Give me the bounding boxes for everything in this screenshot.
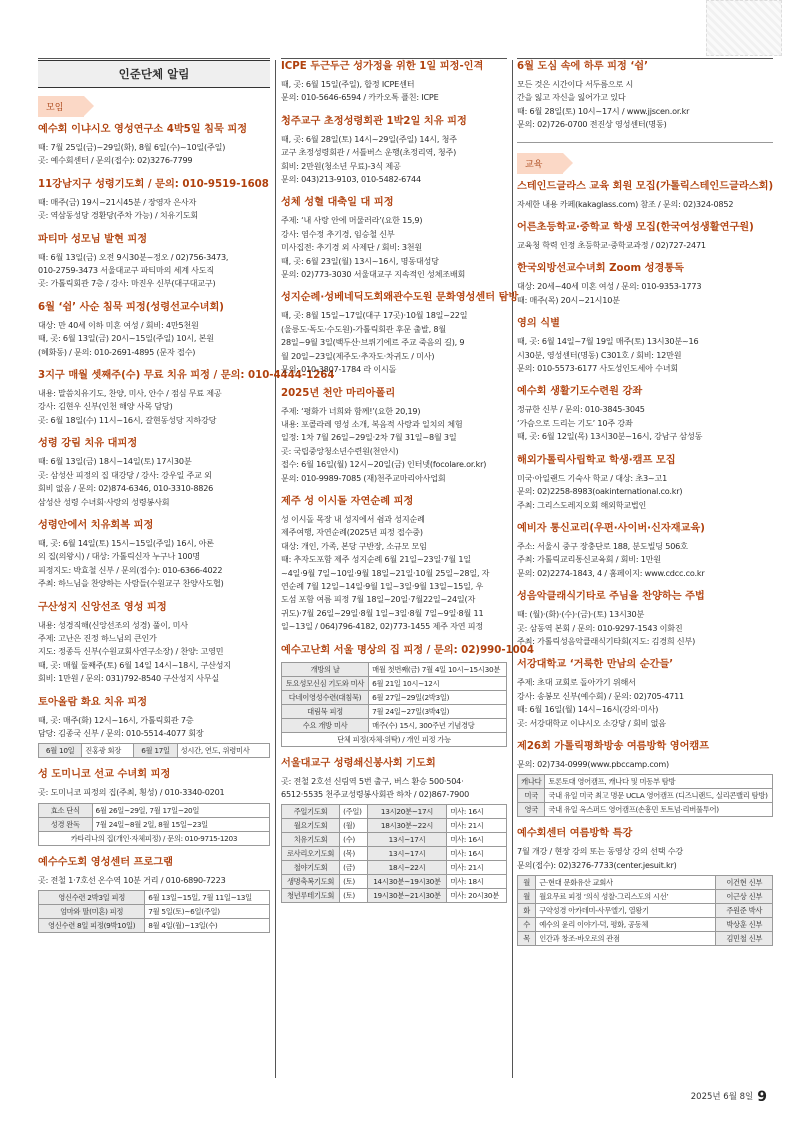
notice-line: 문의: 010-5646-6594 / 카카오톡 플친: ICPE <box>281 92 439 103</box>
notice-entry <box>281 757 507 904</box>
notice-line: 때, 곳: 6월 28일(토) 14시~29일(주일) 14시, 청주 <box>281 133 457 144</box>
notice-line: 내용: 성경직해(신앙선조의 성경) 풀이, 미사 <box>38 619 188 630</box>
notice-title: 청주교구 초정성령회관 1박2일 치유 피정 <box>281 115 467 127</box>
notice-line: 곳: 서강대학교 이냐시오 소강당 / 회비 없음 <box>517 717 666 728</box>
notice-title: 영의 식별 <box>517 318 560 330</box>
notice-entry <box>281 115 507 187</box>
notice-line: 때, 곳: 6월 13일(금) 20시~15일(주일) 10시, 본원 <box>38 333 214 344</box>
notice-title: 성령안에서 치유회복 피정 <box>38 519 154 531</box>
column-divider <box>275 60 276 1078</box>
table-cell: 근·현대 문화유산 교회사 <box>536 876 716 890</box>
notice-entry <box>517 60 773 132</box>
notice-entry <box>517 827 773 946</box>
table-cell: 영국 <box>518 803 545 817</box>
notice-entry <box>38 768 270 845</box>
category-meeting: 모임 <box>38 96 84 117</box>
table-cell: (토) <box>340 889 367 903</box>
notice-line: 자세한 내용 카페(kakaglass.com) 참조 / 문의: 02)324-0852 <box>517 198 734 209</box>
table-cell: (수) <box>340 833 367 847</box>
notice-line: 때: 추자도포함 제주 성지순례 6월 21일~23일·7월 1일 <box>281 554 471 565</box>
notice-title: ICPE 두근두근 성가정을 위한 1일 피정-인격 <box>281 61 484 72</box>
table-cell: 다네이영성수련(대침묵) <box>282 690 369 704</box>
table-cell: 18시~22시 <box>367 861 447 875</box>
table-cell: 치유기도회 <box>282 833 340 847</box>
notice-line: 곳: 삼동역 본회 / 문의: 010-9297-1543 이화진 <box>517 622 683 633</box>
schedule-table <box>38 803 270 846</box>
notice-line: 제주여행, 자연순례(2025년 피정 접수중) <box>281 527 423 538</box>
table-cell: 매주(수) 15시, 300주년 기념경당 <box>369 718 507 732</box>
notice-line: 6512·5535 천주교성령봉사회관 하차 / 02)867-7900 <box>281 789 470 799</box>
notice-line: 교육청 학력 인정 초등학교·중학교과정 / 02)727-2471 <box>517 240 706 251</box>
notice-entry <box>517 454 773 512</box>
notice-line: 곳: 국립중앙청소년수련원(천안시) <box>281 445 399 456</box>
notice-entry <box>517 317 773 375</box>
table-cell: 화 <box>518 904 536 918</box>
notice-line: 시30분, 영성센터(명동) C301호 / 회비: 12만원 <box>517 349 682 360</box>
notice-line: 때, 곳: 6월 14일(토) 15시~15일(주일) 16시, 아론 <box>38 537 214 548</box>
notice-line: 미사집전: 추기경 외 사제단 / 회비: 3천원 <box>281 242 423 253</box>
notice-line: 주제: ‘내 사랑 안에 머물러라’(요한 15,9) <box>281 215 423 226</box>
notice-line: 일정: 1차 7월 26일~29일·2차 7월 31일~8월 3일 <box>281 432 457 443</box>
notice-title: 파티마 성모님 발현 피정 <box>38 233 148 245</box>
table-row <box>282 662 507 676</box>
table-cell: 국내 유일 옥스퍼드 영어캠프(손흥민 토트넘·리버풀투어) <box>545 803 773 817</box>
notice-entry <box>517 590 773 648</box>
notice-line: 때: (월)·(화)·(수)·(금)·(토) 13시30분 <box>517 609 645 620</box>
top-rule <box>517 58 773 59</box>
table-row <box>282 875 507 889</box>
notice-title: 성 도미니코 선교 수녀회 피정 <box>38 769 171 781</box>
notice-line: 내용: 포콜라레 영성 소개, 복음적 사랑과 일치의 체험 <box>281 418 463 429</box>
notice-title: 제주 성 이시돌 자연순례 피정 <box>281 495 414 507</box>
table-cell: 국내 유일 미국 최고 명문 UCLA 영어캠프 (디즈니랜드, 실리콘밸리 탐방) <box>545 789 773 803</box>
notice-line: 때: 6월 13일(금) 오전 9시30분~정오 / 02)756-3473, <box>38 251 229 262</box>
table-row <box>282 861 507 875</box>
notice-line: 곳: 예수회센터 / 문의(접수): 02)3276-7799 <box>38 155 193 166</box>
notice-line: 문의: 02)2274-1843, 4 / 홈페이지: www.cdcc.co.kr <box>517 567 705 578</box>
notice-entry <box>281 644 534 747</box>
notice-line: 때: 6월 28일(토) 10시~17시 / www.jjscen.or.kr <box>517 105 690 116</box>
table-cell: 단체 피정(자체·위탁) / 개인 피정 가능 <box>282 732 507 746</box>
table-cell: 대림묵 피정 <box>282 704 369 718</box>
notice-title: 예수회센터 여름방학 특강 <box>517 828 633 840</box>
notice-line: 때, 곳: 6월 23일(월) 13시~16시, 명동대성당 <box>281 255 439 266</box>
table-cell: (월) <box>340 819 367 833</box>
table-cell: 미사: 16시 <box>447 805 507 819</box>
notice-line: (울릉도·독도·수도원)-가톨릭회관 후문 출발, 8월 <box>281 323 446 334</box>
table-cell: 개방의 날 <box>282 662 369 676</box>
table-cell: 미사: 20시30분 <box>447 889 507 903</box>
table-cell: 진홍광 회장 <box>82 744 134 758</box>
notice-title: 예수회 이냐시오 영성연구소 4박5일 침묵 피정 <box>38 124 248 135</box>
notice-line: 내용: 말씀치유기도, 찬양, 미사, 안수 / 점심 무료 제공 <box>38 388 222 399</box>
notice-line: 교구 초정성령회관 / 서틀버스 운행(초정리역, 청주) <box>281 147 457 158</box>
notice-line: 문의: 010-3807-1784 라 이시돌 <box>281 364 397 375</box>
notice-title: 제26회 가톨릭평화방송 여름방학 영어캠프 <box>517 740 710 752</box>
issue-date: 2025년 6월 8일 <box>690 1092 754 1102</box>
table-cell: 매월 첫번째(금) 7월 4일 10시~15시30분 <box>369 662 507 676</box>
notice-title: 한국외방선교수녀회 Zoom 성경통독 <box>517 263 685 275</box>
table-row <box>39 817 270 831</box>
notice-line: 곳: 가톨릭회관 7층 / 강사: 마진우 신부(대구대교구) <box>38 278 216 289</box>
table-cell: 성경 완독 <box>39 817 93 831</box>
notice-entry <box>38 369 335 427</box>
notice-line: 문의: 010-5573-6177 사도성인도세아 수녀회 <box>517 363 678 374</box>
table-cell: (목) <box>340 847 367 861</box>
table-row <box>39 891 270 905</box>
notice-line: ‘가슴으로 드리는 기도’ 10주 강좌 <box>517 417 633 428</box>
table-cell: (금) <box>340 861 367 875</box>
table-row <box>282 889 507 903</box>
notice-line: 문의: 010-9989-7085 (재)천주교마리아사업회 <box>281 472 446 483</box>
notice-title: 예수회 생활기도수련원 강좌 <box>517 386 643 398</box>
notice-entry <box>281 196 507 281</box>
notice-line: 주제: 고난은 진정 하느님의 큰인가 <box>38 632 157 643</box>
table-cell: 6월 13일~15일, 7월 11일~13일 <box>145 891 270 905</box>
notice-title: 성체 성혈 대축일 대 피정 <box>281 197 394 209</box>
table-row <box>518 890 773 904</box>
notice-line: 때: 6월 16일(월) 14시~16시(강의·미사) <box>517 704 659 715</box>
notice-line: 회비: 1만원 / 문의: 031)792-8540 구산성지 사무실 <box>38 673 219 684</box>
qr-code-area <box>706 0 782 56</box>
table-cell: 미사: 16시 <box>447 847 507 861</box>
notice-line: 곳: 삼성산 피정의 집 대강당 / 강사: 강우일 주교 외 <box>38 469 212 480</box>
table-cell: 18시30분~22시 <box>367 819 447 833</box>
table-row <box>518 876 773 890</box>
notice-title: 예수고난회 서울 명상의 집 피정 / 문의: 02)990-1004 <box>281 644 534 656</box>
table-cell: 미사: 18시 <box>447 875 507 889</box>
table-cell: 6월 10일 <box>39 744 82 758</box>
notice-line: 강사: 송봉모 신부(예수회) / 문의: 02)705-4711 <box>517 690 685 701</box>
notice-entry <box>38 233 270 291</box>
notice-line: 회비 없음 / 문의: 02)874-6346, 010-3310-8826 <box>38 483 214 494</box>
notice-line: 때: 7월 25일(금)~29일(화), 8월 6일(수)~10일(주일) <box>38 142 226 152</box>
notice-line: 주최: 하느님을 찬양하는 사람들(수원교구 찬양사도협) <box>38 578 224 589</box>
divider <box>517 142 773 143</box>
notice-entry <box>38 437 270 509</box>
table-row <box>282 676 507 690</box>
notice-line: 주최: 그리스도레지오회 해외학교법인 <box>517 499 647 510</box>
notice-line: 대상: 개인, 가족, 본당 구반장, 소규모 모임 <box>281 540 427 551</box>
notice-line: 강사: 김현우 신부(인천 해양 사목 담당) <box>38 401 173 412</box>
notice-title: 성령 강림 치유 대피정 <box>38 438 138 450</box>
notice-line: 귀도)·7월 26일~29일·8월 1일~3일·8월 7일~9일·8월 11 <box>281 607 484 618</box>
table-cell: 월 <box>518 890 536 904</box>
table-cell: 미사: 16시 <box>447 833 507 847</box>
table-row <box>39 905 270 919</box>
table-cell: 이건현 신부 <box>716 876 773 890</box>
notice-title: 6월 도심 속에 하루 피정 ‘쉼’ <box>517 61 648 72</box>
table-row <box>518 904 773 918</box>
table-cell: 카타리나의 집(개인·자체피정) / 문의: 010-9715-1203 <box>39 831 270 845</box>
notice-line: 010-2759-3473 서울대교구 파티마의 세계 사도직 <box>38 265 215 276</box>
table-cell: 6월 26일~29일, 7월 17일~20일 <box>92 803 269 817</box>
notice-line: 때, 곳: 8월 15일~17일(대구 17곳)·10월 18일~22일 <box>281 310 468 321</box>
top-rule <box>281 58 507 59</box>
page-footer <box>691 1089 767 1105</box>
notice-entry <box>517 262 773 307</box>
table-cell: 이근상 신부 <box>716 890 773 904</box>
notice-entry <box>517 658 773 730</box>
notice-entry <box>38 519 270 591</box>
notice-line: 곳: 도미니코 피정의 집(주최, 횡성) / 010-3340-0201 <box>38 787 225 798</box>
notice-title: 성음악클래식기타로 주님을 찬양하는 주법 <box>517 591 705 603</box>
column-3 <box>517 60 773 1078</box>
notice-line: 문의: 02)2258-8983(oakinternational.co.kr) <box>517 486 683 497</box>
table-cell: 6월 27일~29일(2박3일) <box>369 690 507 704</box>
notice-title: 서울대교구 성령쇄신봉사회 기도회 <box>281 757 436 769</box>
notice-line: 도섬 포함 여름 피정 7월 18일~20일·7월22일~24일(자 <box>281 594 476 605</box>
table-cell: 월요기도회 <box>282 819 340 833</box>
table-cell: 캐나다 <box>518 775 545 789</box>
page-number: 9 <box>757 1089 767 1105</box>
notice-entry <box>38 696 270 759</box>
notice-line: 때, 곳: 6월 12일(목) 13시30분~16시, 강남구 삼성동 <box>517 431 703 442</box>
table-row <box>39 919 270 933</box>
schedule-table <box>281 662 507 747</box>
notice-line: 주제: 초대 교회로 돌아가기 위해서 <box>517 677 636 688</box>
notice-title: 스테인드글라스 교육 회원 모집(가톨릭스테인드글라스회) <box>517 180 774 192</box>
notice-entry <box>38 301 270 359</box>
notice-line: 곳: 6월 18일(수) 11시~16시, 갈현동성당 지하강당 <box>38 414 217 425</box>
notice-line: 지도: 정종득 신부(수원교회사연구소장) / 찬양: 고영민 <box>38 646 224 657</box>
table-row <box>282 847 507 861</box>
notice-entry <box>517 522 773 580</box>
section-header: 인준단체 알림 <box>38 60 270 88</box>
table-row <box>518 775 773 789</box>
notice-line: 담당: 김종국 신부 / 문의: 010-5514-4077 회장 <box>38 727 204 738</box>
table-row <box>518 803 773 817</box>
table-cell: 토요성모신심 기도와 미사 <box>282 676 369 690</box>
notice-entry <box>38 123 270 168</box>
notice-line: 모든 것은 시간이다 서두름으로 시 <box>517 79 634 89</box>
notice-line: 때, 곳: 6월 15일(주일), 합정 ICPE센터 <box>281 79 415 89</box>
table-cell: 월 <box>518 876 536 890</box>
notice-line: 일~13일 / 064)796-4182, 02)773-1455 제주 자연 피정 <box>281 621 483 632</box>
top-rule <box>38 58 270 59</box>
table-row <box>518 789 773 803</box>
notice-title: 구산성지 신앙선조 영성 피정 <box>38 601 167 613</box>
notice-title: 토아올람 화요 치유 피정 <box>38 696 148 708</box>
schedule-table <box>517 875 773 946</box>
table-cell: 영신수련 8일 피정(9박10일) <box>39 919 145 933</box>
table-cell: 13시~17시 <box>367 833 447 847</box>
table-cell: 19시30분~21시30분 <box>367 889 447 903</box>
notice-line: 7월 개강 / 현장 강의 또는 동영상 강의 선택 수강 <box>517 846 683 857</box>
notice-entry <box>281 387 507 485</box>
notice-line: 때, 곳: 6월 14일~7월 19일 매주(토) 13시30분~16 <box>517 336 699 347</box>
table-cell: 김민철 신부 <box>716 932 773 946</box>
schedule-table <box>517 774 773 817</box>
table-cell: 7월 24일~8월 2일, 8월 15일~23일 <box>92 817 269 831</box>
table-row <box>282 833 507 847</box>
table-cell: 주일기도회 <box>282 805 340 819</box>
notice-entry <box>517 221 773 252</box>
table-row <box>518 932 773 946</box>
notice-line: 주최: 가톨릭교리통신교육회 / 회비: 1만원 <box>517 554 661 565</box>
notice-entry <box>38 601 270 686</box>
notice-line: 때: 매주(목) 20시~21시10분 <box>517 294 620 305</box>
table-row <box>39 803 270 817</box>
notice-title: 해외가톨릭사립학교 학생·캠프 모집 <box>517 454 676 466</box>
notice-line: ~4일·9월 7일~10일·9월 18일~21일·10월 25일~28일, 자 <box>281 567 490 578</box>
table-cell: 13시20분~17시 <box>367 805 447 819</box>
notice-entry <box>517 385 773 443</box>
notice-line: 정규한 신부 / 문의: 010-3845-3045 <box>517 404 645 415</box>
table-cell: 로사리오기도회 <box>282 847 340 861</box>
notice-title: 2025년 천안 마리아폴리 <box>281 387 396 399</box>
table-cell: 생명축복기도회 <box>282 875 340 889</box>
notice-title: 성지순례·성베네딕도회왜관수도원 문화영성센터 탐방 <box>281 292 519 304</box>
notice-entry <box>281 291 519 376</box>
table-cell: 8월 4일(월)~13일(수) <box>145 919 270 933</box>
notice-title: 6월 ‘쉼’ 사순 침묵 피정(성령선교수녀회) <box>38 301 224 313</box>
notice-line: 미국·아일랜드 기숙사 학교 / 대상: 초3~고1 <box>517 472 668 483</box>
table-cell: 인간과 창조-바오로의 관점 <box>536 932 716 946</box>
notice-entry <box>38 178 270 223</box>
notice-line: 때: 매주(금) 19시~21시45분 / 장영자 은사자 <box>38 196 197 207</box>
table-row <box>518 918 773 932</box>
notice-line: 때: 6월 13일(금) 18시~14일(토) 17시30분 <box>38 456 192 467</box>
table-cell: 청년루테기도회 <box>282 889 340 903</box>
table-row <box>282 732 507 746</box>
table-cell: 6월 21일 10시~12시 <box>369 676 507 690</box>
table-cell: 7월 24일~27일(3박4일) <box>369 704 507 718</box>
table-cell: 13시~17시 <box>367 847 447 861</box>
notice-line: 성 이시돌 목장 내 성지에서 쉼과 성지순례 <box>281 513 425 524</box>
notice-entry <box>517 740 773 817</box>
notice-title: 예비자 통신교리(우편·사이버·신자재교육) <box>517 522 705 534</box>
schedule-table <box>38 743 270 758</box>
notice-title: 3지구 매월 셋째주(수) 무료 치유 피정 / 문의: 010-4444-1264 <box>38 370 335 382</box>
notice-title: 11강남지구 성령기도회 / 문의: 010-9519-1608 <box>38 178 269 190</box>
table-row <box>282 819 507 833</box>
notice-line: (혜화동) / 문의: 010-2691-4895 (문자 접수) <box>38 346 196 357</box>
table-cell: 6월 17일 <box>134 744 177 758</box>
schedule-table <box>281 804 507 903</box>
table-cell: (토) <box>340 875 367 889</box>
notice-line: 곳: 전철 1·7호선 온수역 10분 거리 / 010-6890-7223 <box>38 874 226 885</box>
notice-entry <box>281 495 507 634</box>
notice-line: 대상: 만 40세 이하 미혼 여성 / 회비: 4만5천원 <box>38 319 199 330</box>
notice-line: 접수: 6월 16일(월) 12시~20일(금) 인터넷(focolare.or.kr) <box>281 459 487 470</box>
table-row <box>39 744 270 758</box>
table-cell: 철야기도회 <box>282 861 340 875</box>
notice-entry <box>517 180 773 211</box>
table-row <box>282 805 507 819</box>
notice-line: 주최: 가톨릭성음악클래식기타회(지도: 김경희 신부) <box>517 635 696 646</box>
table-cell: 영신수련 2박3일 피정 <box>39 891 145 905</box>
table-cell: 구약성경 아카데미-사무엘기, 열왕기 <box>536 904 716 918</box>
table-row <box>282 718 507 732</box>
table-row <box>282 690 507 704</box>
notice-line: 월 20일~23일(제주도·추자도·차귀도 / 미사) <box>281 350 435 361</box>
table-cell: 토론토대 영어캠프, 캐나다 및 미동부 탐방 <box>545 775 773 789</box>
notice-line: 주제: ‘평화가 너희와 함께!’(요한 20,19) <box>281 405 421 416</box>
table-cell: 월요무료 피정 ‘의식 성찰-그리스도의 시선’ <box>536 890 716 904</box>
notice-line: 강사: 염수정 추기경, 임승철 신부 <box>281 228 395 239</box>
notice-line: 문의: 02)726-0700 전진상 영성센터(명동) <box>517 119 667 130</box>
notice-line: 대상: 20세~40세 미혼 여성 / 문의: 010-9353-1773 <box>517 281 702 292</box>
table-cell: 미사: 21시 <box>447 819 507 833</box>
notice-title: 어른초등학교·중학교 학생 모집(한국여성생활연구원) <box>517 222 754 234</box>
notice-line: 28일~9월 3일(백두산·브뤼기에르 주교 죽음의 길), 9 <box>281 337 465 348</box>
notice-line: 삼성산 성령 수녀회·사랑의 성령봉사회 <box>38 496 170 507</box>
notice-line: 연순례 7월 12일~14일·9월 1일~3일·9월 13일~15일, 우 <box>281 580 484 591</box>
table-cell: 미사: 21시 <box>447 861 507 875</box>
notice-line: 간을 잃고 자신을 잃어가고 있다 <box>517 92 626 103</box>
notice-line: 주소: 서울시 중구 장충단로 188, 분도빌딩 506호 <box>517 540 688 551</box>
table-cell: 수요 개방 미사 <box>282 718 369 732</box>
notice-line: 의 집(의왕시) / 대상: 가톨릭신자 누구나 100명 <box>38 551 200 562</box>
notice-line: 때, 곳: 매월 둘째주(토) 6월 14일 14시~18시, 구산성지 <box>38 659 231 670</box>
notice-line: 피정지도: 박효철 신부 / 문의(접수): 010-6366-4022 <box>38 564 223 575</box>
notice-entry <box>281 60 507 105</box>
table-cell: (주일) <box>340 805 367 819</box>
table-cell: 14시30분~19시30분 <box>367 875 447 889</box>
notice-entry <box>38 856 270 933</box>
schedule-table <box>38 890 270 933</box>
notice-line: 문의: 02)734-0999(www.pbccamp.com) <box>517 758 669 769</box>
table-cell: 박상훈 신부 <box>716 918 773 932</box>
table-cell: 주원준 박사 <box>716 904 773 918</box>
notice-line: 문의: 02)773-3030 서울대교구 지속적인 성체조배회 <box>281 269 466 280</box>
table-cell: 성시간, 연도, 위령미사 <box>177 744 269 758</box>
notice-line: 곳: 전철 2호선 신림역 5번 출구, 버스 환승 500·504· <box>281 775 464 786</box>
notice-line: 때, 곳: 매주(화) 12시~16시, 가톨릭회관 7층 <box>38 714 194 725</box>
table-cell: 수 <box>518 918 536 932</box>
column-divider <box>512 60 513 1078</box>
notice-line: 문의: 043)213-9103, 010-5482-6744 <box>281 174 421 185</box>
table-row <box>39 831 270 845</box>
table-cell: 효소 단식 <box>39 803 93 817</box>
category-education: 교육 <box>517 153 563 174</box>
table-cell: 7월 5일(토)~6일(주일) <box>145 905 270 919</box>
table-row <box>282 704 507 718</box>
table-cell: 엄마와 딸(미혼) 피정 <box>39 905 145 919</box>
table-cell: 미국 <box>518 789 545 803</box>
notice-title: 예수수도회 영성센터 프로그램 <box>38 856 174 868</box>
notice-title: 서강대학교 ‘거룩한 만남의 순간들’ <box>517 659 674 671</box>
notice-line: 곳: 역삼동성당 경환당(주차 가능) / 치유기도회 <box>38 210 198 221</box>
table-cell: 목 <box>518 932 536 946</box>
notice-line: 회비: 2만원(청소년 무료)-3식 제공 <box>281 160 401 171</box>
notice-line: 문의(접수): 02)3276-7733(center.jesuit.kr) <box>517 859 677 870</box>
table-cell: 예수의 윤리 이야기-덕, 평화, 공동체 <box>536 918 716 932</box>
